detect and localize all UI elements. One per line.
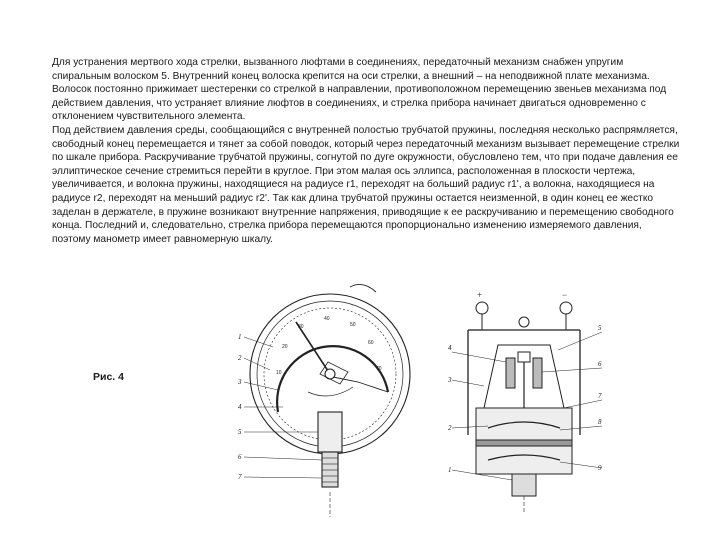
scale-label-30: 30	[298, 324, 304, 330]
core-top	[518, 352, 530, 362]
bourdon-tube	[277, 346, 388, 412]
coil-right	[533, 358, 542, 388]
sensor-part-6: 6	[598, 360, 602, 368]
paragraph-1: Для устранения мертвого хода стрелки, вызванного люфтами в соединениях, передаточный механизм снабжен упругим спиральным волоском 5. Внутренний конец волоска крепится на оси стрелки, а внешний – на неподвижной плате механизма. Волосок постоянно прижимает шестеренки со стрелкой в направлении, противоположном перемещению звеньев механизма под действием давления, что устраняет влияние люфтов в соединениях, и стрелка прибора начинает двигаться одновременно с отклонением чувствительного элемента.	[52, 57, 667, 123]
scale-label-40: 40	[324, 316, 330, 322]
plus-sign: +	[477, 290, 483, 300]
upper-chamber	[476, 408, 572, 440]
lower-chamber	[476, 446, 572, 474]
inlet-fitting	[512, 474, 536, 496]
divider-plate	[476, 440, 572, 446]
pressure-gauge-drawing	[238, 282, 428, 522]
gauge-part-2: 2	[238, 354, 242, 362]
sensor-part-2: 2	[448, 424, 452, 432]
gauge-part-6: 6	[238, 453, 242, 461]
scale-label-10: 10	[276, 370, 282, 376]
center-adjust-screw	[519, 317, 529, 327]
coil-left	[506, 358, 515, 388]
sensor-part-7: 7	[598, 392, 602, 400]
scale-label-70: 70	[376, 366, 382, 372]
paragraph-2: Под действием давления среды, сообщающийся с внутренней полостью трубчатой пружины, последняя несколько распрямляется, свободный конец перемещается и тянет за собой поводок, который через передаточный механизм вызывает перемещение стрелки по шкале прибора. Раскручивание трубчатой пружины, согнутой по дуге окружности, обусловлено тем, что при подаче давления ее эллиптическое сечение стремиться перейти в круглое. При этом малая ось эллипса, расположенная в плоскости чертежа, увеличивается, и волокна пружины, находящиеся на радиусе r1, переходят на больший радиус r1', а волокна, находящиеся на радиусе r2, переходят на меньший радиус r2'. Так как длина трубчатой пружины остается неизменной, в один конец ее жестко заделан в держателе, в пружине возникают внутренние напряжения, приводящие к ее раскручиванию и перемещению свободного конца. Последний и, следовательно, стрелка прибора перемещаются пропорционально изменению измеряемого давления, поэтому манометр имеет равномерную шкалу.	[52, 124, 680, 245]
gauge-part-4: 4	[238, 403, 242, 411]
sensor-part-1: 1	[448, 466, 452, 474]
sensor-part-3: 3	[448, 376, 452, 384]
sensor-part-9: 9	[598, 464, 602, 472]
gauge-part-3: 3	[238, 378, 242, 386]
socket-block	[318, 412, 342, 452]
scale-label-50: 50	[350, 322, 356, 328]
link-rod	[333, 377, 388, 392]
gauge-part-5: 5	[238, 428, 242, 436]
body-text	[52, 56, 682, 246]
figure-caption: Рис. 4	[93, 371, 124, 383]
scale-label-20: 20	[282, 344, 288, 350]
scale-label-60: 60	[368, 340, 374, 346]
plus-terminal	[476, 302, 488, 314]
gauge-part-1: 1	[238, 333, 242, 341]
minus-terminal	[560, 302, 572, 314]
gauge-part-7: 7	[238, 473, 242, 481]
minus-sign: −	[562, 290, 568, 300]
hairspring	[308, 387, 353, 396]
sensor-part-8: 8	[598, 418, 602, 426]
sensor-drawing	[448, 290, 608, 515]
sensor-part-4: 4	[448, 344, 452, 352]
sensor-part-5: 5	[598, 324, 602, 332]
top-lug	[350, 284, 376, 292]
